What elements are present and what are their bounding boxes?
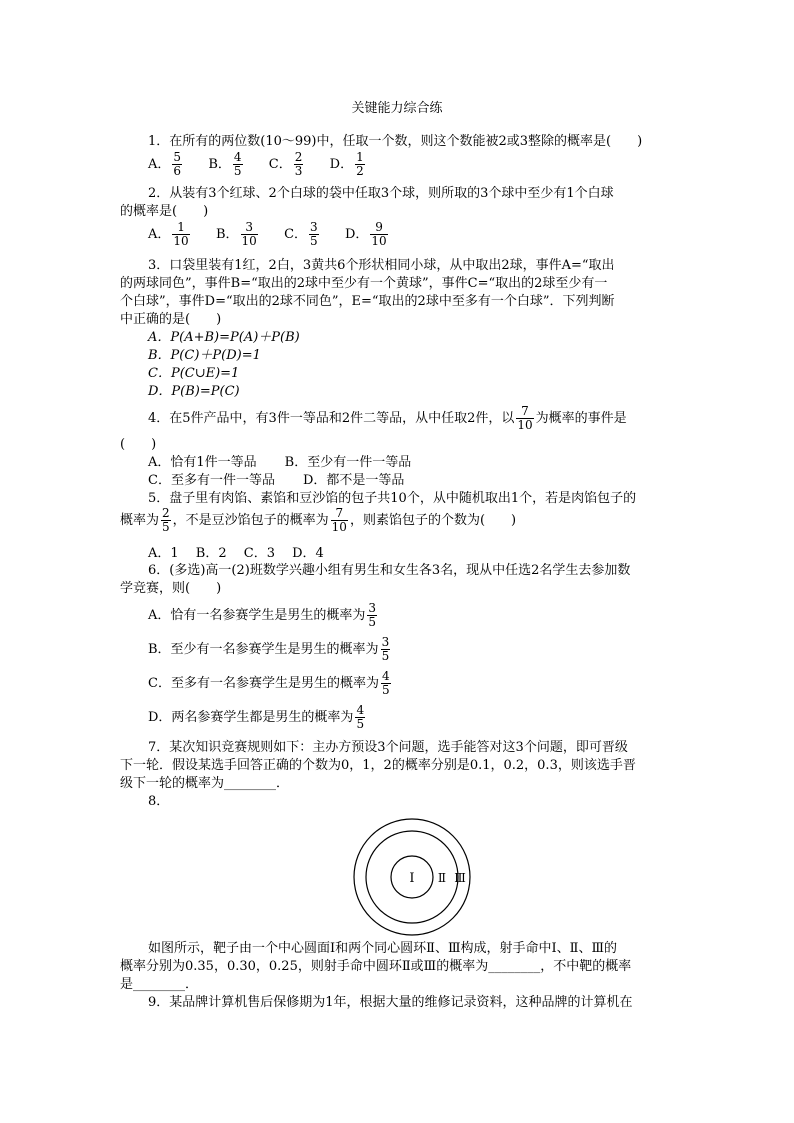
q3-line4: 中正确的是( ) — [120, 312, 222, 327]
q7-line3: 级下一轮的概率为________． — [120, 776, 290, 791]
q4-line1 — [148, 404, 627, 434]
q1-b-frac: $\frac{4}{5}$ — [233, 150, 242, 178]
q9-line1: 9．某品牌计算机售后保修期为1年，根据大量的维修记录资料，这种品牌的计算机在 — [148, 995, 633, 1010]
q4-options-row1 — [148, 455, 411, 471]
q6-option-a: A．恰有一名参赛学生是男生的概率为 $\frac{3}{5}$ — [148, 601, 377, 629]
q4-option-a: A．恰有1件一等品 — [148, 455, 257, 470]
q1-c-label: C． — [268, 157, 292, 172]
q6-option-b: B．至少有一名参赛学生是男生的概率为 $\frac{3}{5}$ — [148, 635, 390, 663]
q4-option-b: B．至少有一件一等品 — [284, 455, 412, 470]
q8-line2: 概率分别为0.35，0.30，0.25，则射手命中圆环Ⅱ或Ⅲ的概率为________，不中靶的概率 — [120, 959, 632, 974]
q3-option-d: D．P(B)=P(C) — [148, 384, 240, 399]
q7-line2: 下一轮．假设某选手回答正确的个数为0，1，2的概率分别是0.1，0.2，0.3，则该选手晋 — [120, 758, 636, 773]
q8-number: 8． — [148, 794, 170, 809]
q5-line1: 5．盘子里有肉馅、素馅和豆沙馅的包子共10个，从中随机取出1个，若是肉馅包子的 — [148, 491, 637, 506]
q5-frac-not-bean: $\frac{7}{10}$ — [331, 506, 347, 534]
q3-option-a: A．P(A+B)=P(A)＋P(B) — [148, 330, 300, 345]
q2-d-label: D． — [344, 227, 369, 242]
q3-option-b: B．P(C)＋P(D)=1 — [148, 348, 261, 363]
page-title: 关键能力综合练 — [351, 101, 443, 116]
q2-d-frac: $\frac{9}{10}$ — [371, 220, 387, 248]
q1-d-frac: $\frac{1}{2}$ — [356, 150, 364, 178]
q3-line3: 个白球”，事件D=“取出的2球不同色”，E=“取出的2球中至多有一个白球”．下列判断 — [120, 294, 615, 309]
q6-line1: 6．(多选)高一(2)班数学兴趣小组有男生和女生各3名，现从中任选2名学生去参加数 — [148, 563, 631, 578]
q4-pre: 4．在5件产品中，有3件一等品和2件二等品，从中任取2件，以 — [148, 411, 515, 426]
q8-line1: 如图所示，靶子由一个中心圆面Ⅰ和两个同心圆环Ⅱ、Ⅲ构成，射手命中Ⅰ、Ⅱ、Ⅲ的 — [148, 941, 618, 956]
q3-line2: 的两球同色”，事件B=“取出的2球中至少有一个黄球”，事件C=“取出的2球至少有一 — [120, 276, 608, 291]
q6-option-c: C．至多有一名参赛学生是男生的概率为 $\frac{4}{5}$ — [148, 669, 390, 697]
q6-option-d: D．两名参赛学生都是男生的概率为 $\frac{4}{5}$ — [148, 703, 365, 731]
q2-c-label: C． — [284, 227, 308, 242]
q1-options — [148, 150, 367, 180]
q6-line2: 学竞赛，则( ) — [120, 581, 222, 596]
q4-frac: $\frac{7}{10}$ — [517, 404, 533, 432]
q2-a-label: A． — [148, 227, 171, 242]
q4-post: 为概率的事件是 — [535, 411, 627, 426]
q3-option-c: C．P(C∪E)=1 — [148, 366, 240, 381]
q4-option-c: C．至多有一件一等品 — [148, 473, 275, 488]
q5-frac-meat: $\frac{2}{5}$ — [162, 506, 170, 534]
q2-c-frac: $\frac{3}{5}$ — [310, 220, 318, 248]
label-i: Ⅰ — [409, 870, 415, 885]
q8-line3: 是________． — [120, 977, 199, 992]
target-diagram — [350, 815, 474, 939]
q5-options: A．1 B．2 C．3 D．4 — [148, 546, 324, 561]
q4-options-row2 — [148, 473, 404, 489]
q1-c-frac: $\frac{2}{3}$ — [294, 150, 303, 178]
q2-stem-line2: 的概率是( ) — [120, 204, 209, 219]
q7-line1: 7．某次知识竞赛规则如下：主办方预设3个问题，选手能答对这3个问题，即可晋级 — [148, 740, 628, 755]
q1-stem: 1．在所有的两位数(10～99)中，任取一个数，则这个数能被2或3整除的概率是( ) — [148, 134, 643, 149]
q2-options — [148, 220, 390, 250]
q2-b-frac: $\frac{3}{10}$ — [241, 220, 257, 248]
q2-a-frac: $\frac{1}{10}$ — [173, 220, 189, 248]
q4-option-d: D．都不是一等品 — [302, 473, 405, 488]
q1-d-label: D． — [329, 157, 354, 172]
q3-line1: 3．口袋里装有1红，2白，3黄共6个形状相同小球，从中取出2球，事件A=“取出 — [148, 258, 615, 273]
q5-line2: 概率为 $\frac{2}{5}$ ，不是豆沙馅包子的概率为 $\frac{7}{10}$ ，则素馅包子的个数为( ) — [120, 506, 517, 534]
q1-a-label: A． — [148, 157, 171, 172]
label-iii: Ⅲ — [454, 871, 466, 885]
q2-b-label: B． — [215, 227, 239, 242]
label-ii: Ⅱ — [437, 871, 447, 885]
q1-b-label: B． — [208, 157, 231, 172]
q1-a-frac: $\frac{5}{6}$ — [173, 150, 182, 178]
q2-stem-line1: 2．从装有3个红球、2个白球的袋中任取3个球，则所取的3个球中至少有1个白球 — [148, 186, 614, 201]
q4-line2: ( ) — [120, 437, 157, 452]
